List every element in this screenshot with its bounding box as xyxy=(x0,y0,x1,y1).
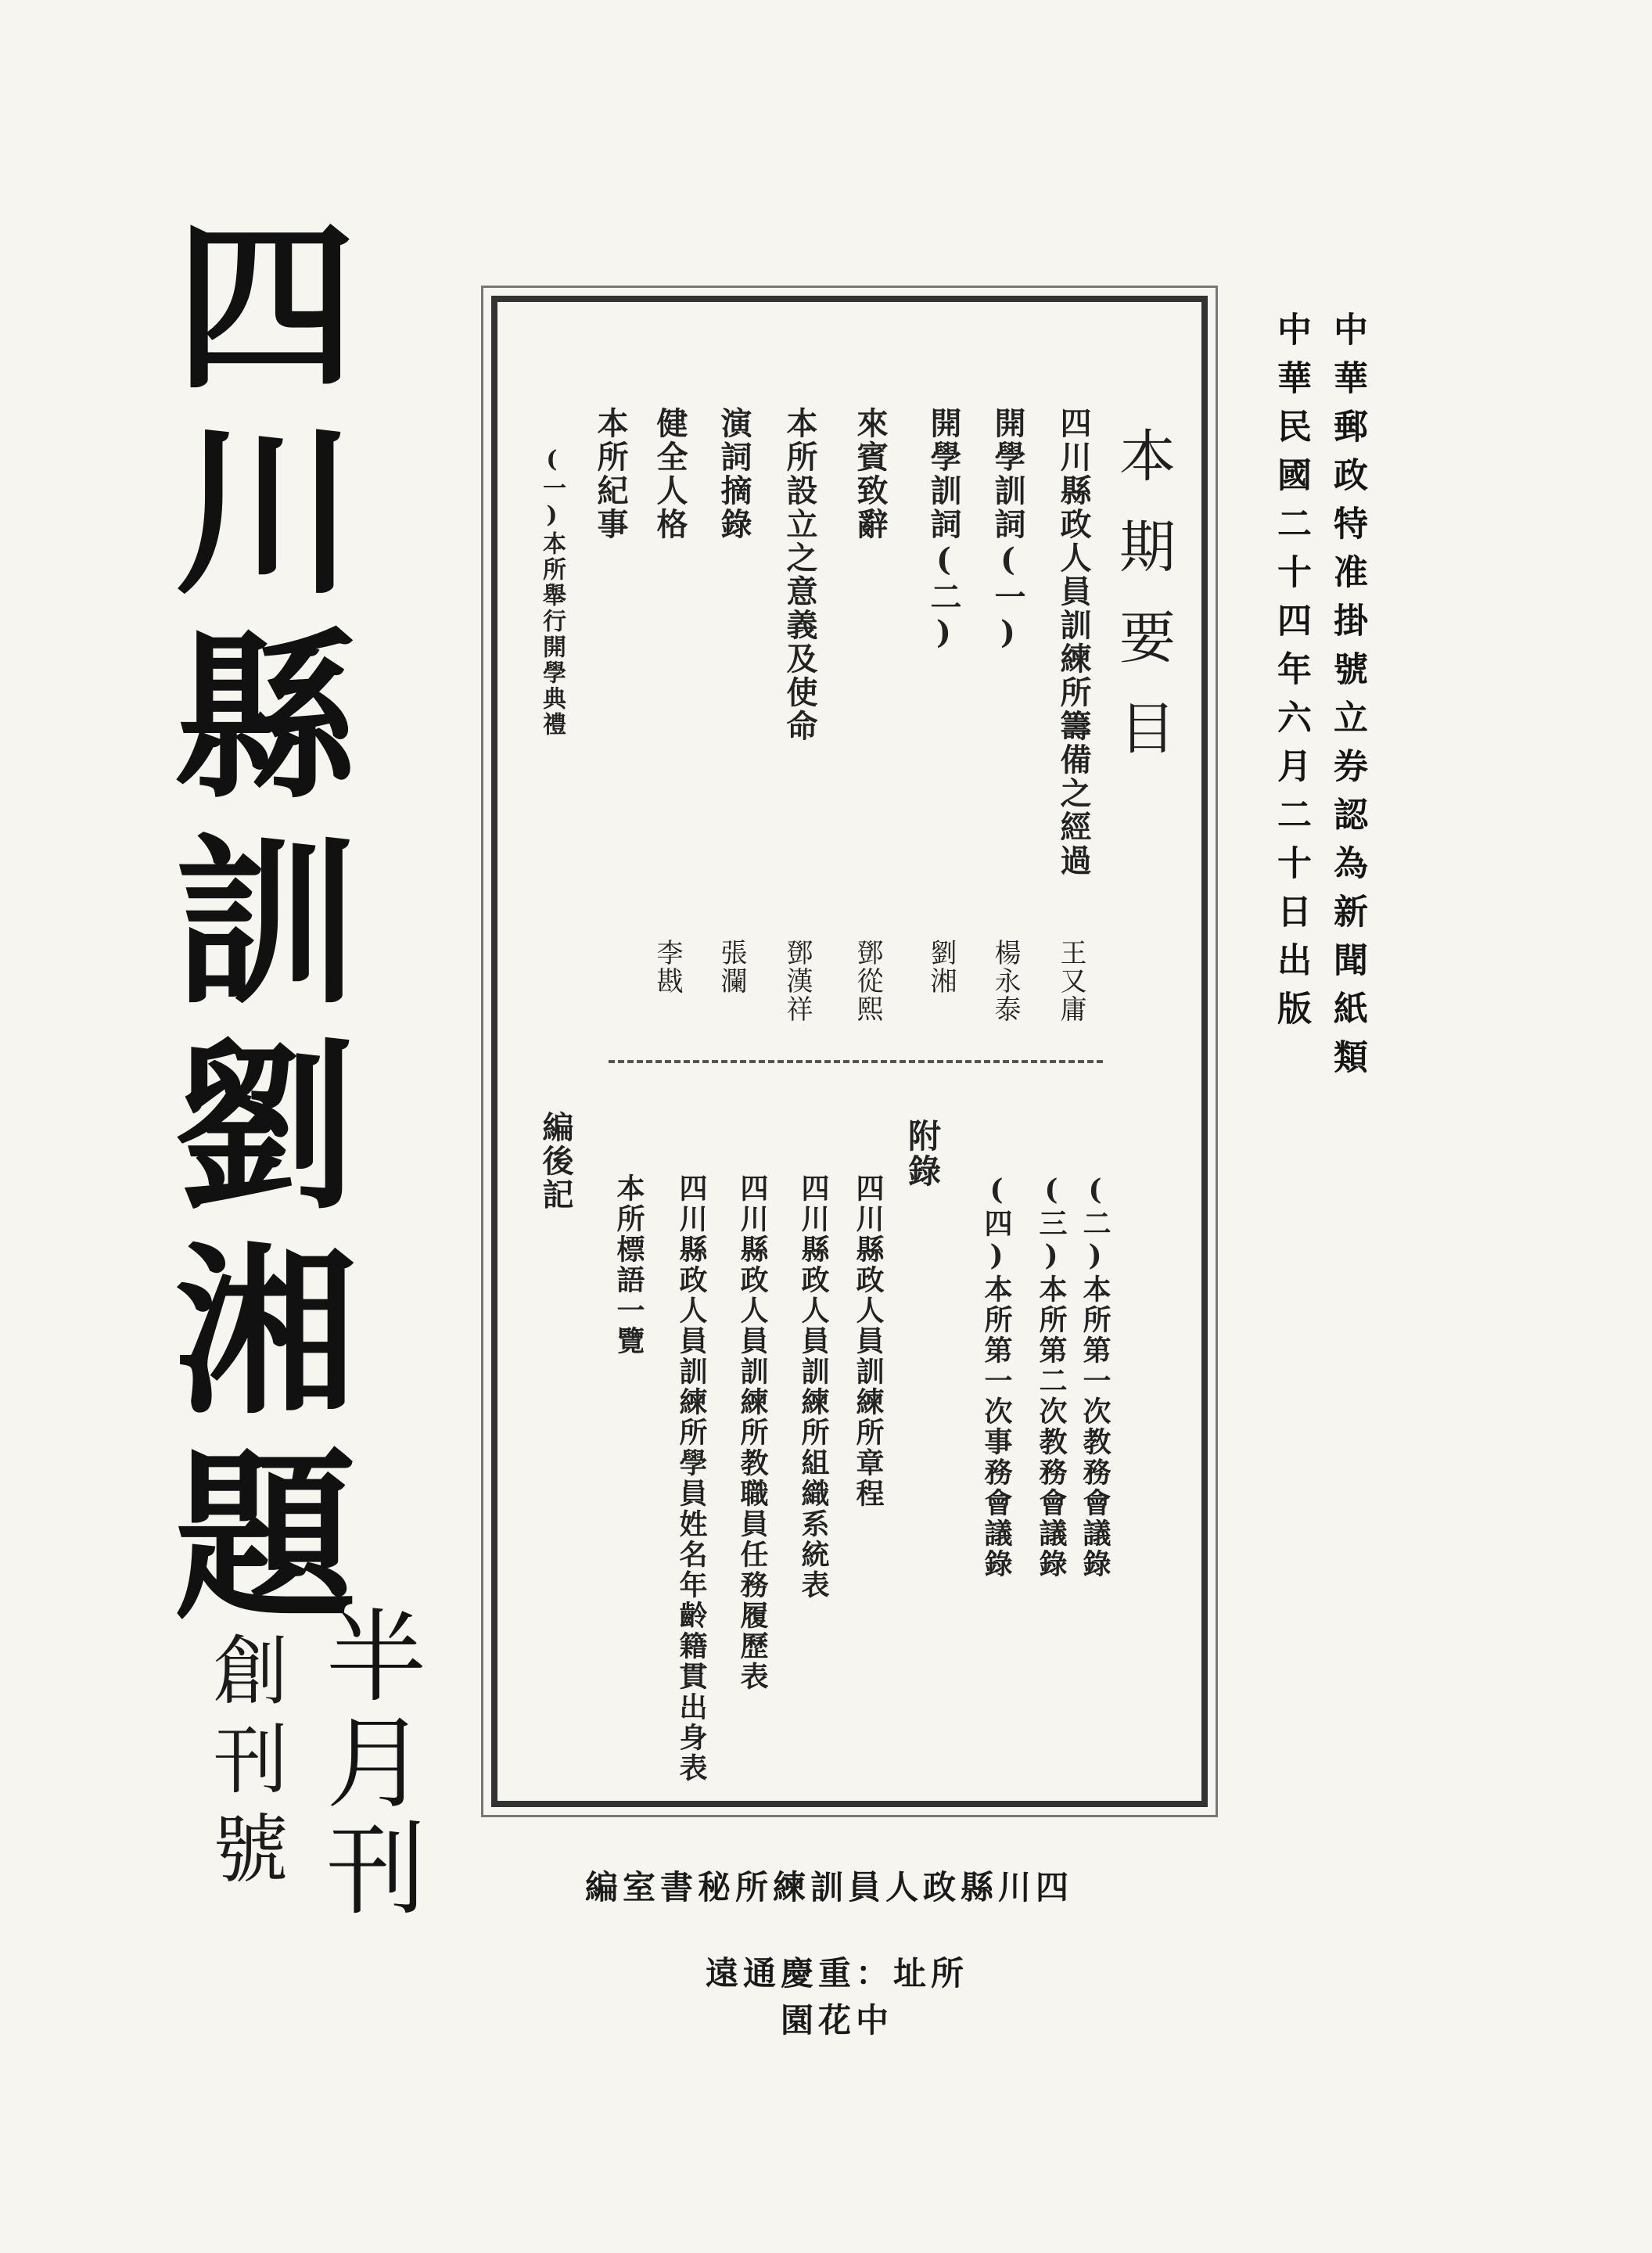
issue-label: 創刊號 xyxy=(201,1631,289,1899)
toc-lower-item: 四川縣政人員訓練所章程 xyxy=(852,1173,885,1509)
toc-entry-title: 演詞摘錄 xyxy=(716,407,752,541)
toc-entry-title: 本所紀事 xyxy=(592,407,629,541)
toc-entry-author: 鄧漢祥 xyxy=(781,939,813,1023)
toc-lower-item: 四川縣政人員訓練所組織系統表 xyxy=(797,1173,830,1601)
toc-entry-title: 開學訓詞(一) xyxy=(989,407,1026,653)
toc-entry-title: 健全人格 xyxy=(652,407,688,541)
frequency-label: 半月刊 xyxy=(309,1604,426,1923)
toc-entry-author: 王又庸 xyxy=(1055,939,1086,1023)
toc-entry-title: 本所設立之意義及使命 xyxy=(781,407,818,743)
publisher-line: 四川縣政人員訓練所秘書室編 xyxy=(584,1868,1073,1906)
toc-entry-author: 李戡 xyxy=(652,939,683,995)
toc-lower-item: 四川縣政人員訓練所教職員任務履歷表 xyxy=(736,1173,769,1692)
toc-entry-title: 開學訓詞(二) xyxy=(925,407,962,653)
toc-entry-author: 劉湘 xyxy=(925,939,957,995)
toc-divider xyxy=(609,1060,1103,1063)
toc-entry-author: 張瀾 xyxy=(716,939,747,995)
toc-afterword: 編後記 xyxy=(537,1111,574,1212)
toc-entry-author: 鄧從熙 xyxy=(852,939,883,1023)
toc-lower-item: (四)本所第一次事務會議錄 xyxy=(980,1173,1013,1579)
toc-appendix-label: 附錄 xyxy=(903,1119,942,1189)
masthead-title: 四川縣訓劉湘題 xyxy=(145,211,358,1646)
toc-lower-item: 本所標語一覽 xyxy=(612,1173,645,1356)
toc-entry-title: 四川縣政人員訓練所籌備之經過 xyxy=(1055,407,1092,878)
address-line: 所址：重慶通遠中花園 xyxy=(705,1954,968,2039)
postal-registration: 中華郵政特准掛號立券認為新聞紙類 xyxy=(1327,311,1367,1087)
toc-lower-item: 四川縣政人員訓練所學員姓名年齡籍貫出身表 xyxy=(675,1173,708,1784)
toc-entry-title: 來賓致辭 xyxy=(852,407,889,541)
toc-entry-title: (一)本所舉行開學典禮 xyxy=(538,446,566,738)
toc-entry-author: 楊永泰 xyxy=(989,939,1021,1023)
toc-lower-item: (三)本所第二次教務會議錄 xyxy=(1035,1173,1068,1579)
toc-lower-item: (二)本所第一次教務會議錄 xyxy=(1079,1173,1112,1579)
toc-heading: 本期要目 xyxy=(1110,426,1176,789)
publication-date: 中華民國二十四年六月二十日出版 xyxy=(1271,311,1311,1039)
